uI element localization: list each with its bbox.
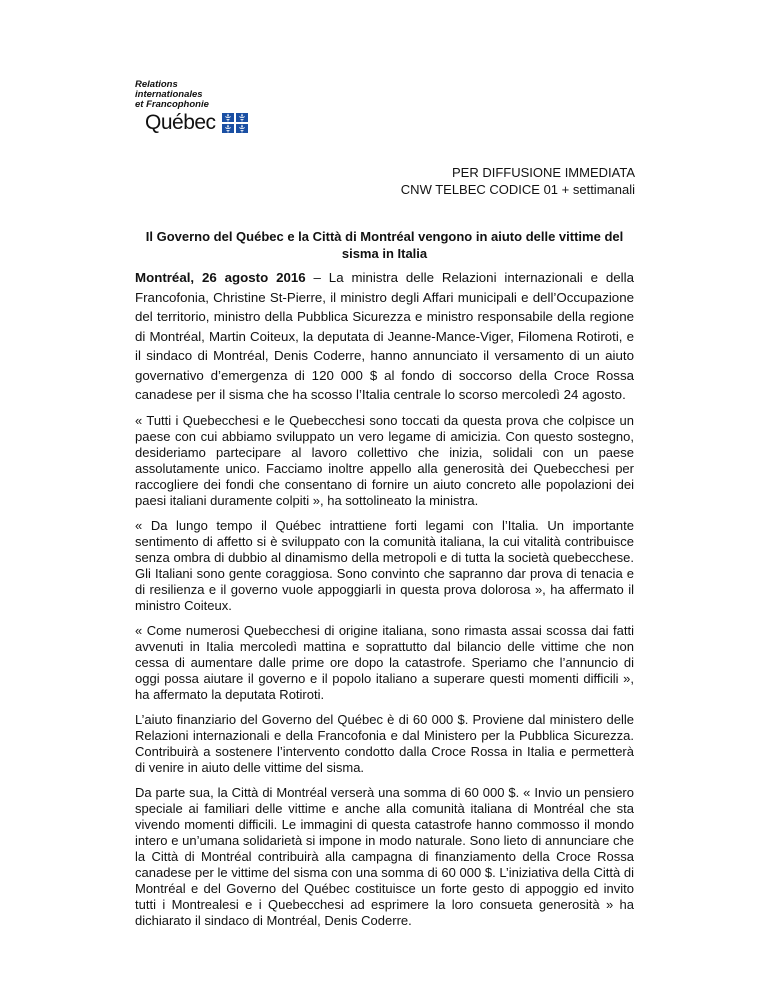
release-line-code: CNW TELBEC CODICE 01 + settimanali — [400, 182, 635, 197]
logo-wordmark: Québec — [145, 111, 216, 134]
paragraph-minister-quote: « Tutti i Quebecchesi e le Quebecchesi sono toccati da questa prova che colpisce un paese con cui abbiamo sviluppato un vero legame di amicizia. Con questo sostegno, desideriamo partecipare al lavoro collettivo che inizia, solidali con un paese assolutamente unico. Facciamo inoltre appello alla generosità dei Quebecchesi per raccogliere dei fondi che consentano di fornire un aiuto concreto alle popolazioni dei paesi italiani duramente colpiti », ha sottolineato la ministra. — [135, 412, 634, 508]
paragraph-coiteux-quote: « Da lungo tempo il Québec intrattiene forti legami con l’Italia. Un importante sentimento di affetto si è sviluppato con la comunità italiana, la cui vitalità contribuisce senza ombra di dubbio al dinamismo della metropoli e di tutta la società quebecchese. Gli Italiani sono gente coraggiosa. Sono convinto che sapranno dar prova di tenacia e di resilienza e il governo vuole appoggiarli in questa prova dolorosa », ha affermato il ministro Coiteux. — [135, 517, 634, 613]
paragraph-rotiroti-quote: « Come numerosi Quebecchesi di origine italiana, sono rimasta assai scossa dai fatti avvenuti in Italia mercoledì mattina e soprattutto dal bilancio delle vittime che non cessa di aumentare dalle prime ore dopo la catastrofe. Speriamo che l’annuncio di oggi possa aiutare il governo e il popolo italiano a superare questi momenti difficili », ha affermato la deputata Rotiroti. — [135, 622, 634, 702]
flag-quadrant — [222, 124, 234, 133]
paragraph-financial-aid: L’aiuto finanziario del Governo del Québec è di 60 000 $. Proviene dal ministero delle Relazioni internazionali e della Francofonia e dal Ministero per la Pubblica Sicurezza. Contribuirà a sostenere l’intervento condotto dalla Croce Rossa in Italia e permetterà di venire in aiuto delle vittime del sisma. — [135, 711, 634, 775]
logo-wordmark-row — [135, 112, 285, 134]
flag-quadrant — [236, 124, 248, 133]
paragraph-intro — [135, 268, 634, 405]
logo-line-relations: Relations — [135, 79, 178, 90]
fleur-de-lis-flag-icon — [222, 113, 248, 133]
paragraph-montreal-contribution: Da parte sua, la Città di Montréal verserà una somma di 60 000 $. « Invio un pensiero speciale ai familiari delle vittime e anche alla comunità italiana di Montréal che sta vivendo momenti difficili. Le immagini di questa catastrofe hanno commosso il mondo intero e un’umana solidarietà si impone in modo naturale. Sono lieto di annunciare che la Città di Montréal contribuirà alla campagna di finanziamento della Croce Rossa canadese per le vittime del sisma con una somma di 60 000 $. L’iniziativa della Città di Montréal e del Governo del Québec costituisce un forte gesto di appoggio ed invito tutti i Montrealesi e i Quebecchesi ad esprimere la loro consueta generosità » ha dichiarato il sindaco di Montréal, Denis Coderre. — [135, 784, 634, 928]
logo-line-internationales: internationales — [135, 89, 203, 100]
article-body — [135, 268, 634, 938]
flag-quadrant — [222, 113, 234, 122]
dateline: Montréal, 26 agosto 2016 — [135, 270, 306, 285]
headline: Il Governo del Québec e la Città di Montréal vengono in aiuto delle vittime del sisma in Italia — [145, 229, 624, 261]
paragraph-intro-text: – La ministra delle Relazioni internazionali e della Francofonia, Christine St-Pierre, il ministro degli Affari municipali e dell’Occupazione del territorio, ministro della Pubblica Sicurezza e ministro responsabile della regione di Montréal, Martin Coiteux, la deputata di Jeanne-Mance-Viger, Filomena Rotiroti, e il sindaco di Montréal, Denis Coderre, hanno annunciato il versamento di un aiuto governativo d’emergenza di 120 000 $ al fondo di soccorso della Croce Rossa canadese per il sisma che ha scosso l’Italia centrale lo scorso mercoledì 24 agosto. — [135, 270, 634, 402]
flag-quadrant — [236, 113, 248, 122]
release-notice — [401, 164, 635, 198]
logo-line-francophonie: et Francophonie — [135, 99, 209, 110]
quebec-logo — [135, 80, 285, 136]
release-line-immediate: PER DIFFUSIONE IMMEDIATA — [452, 165, 635, 180]
